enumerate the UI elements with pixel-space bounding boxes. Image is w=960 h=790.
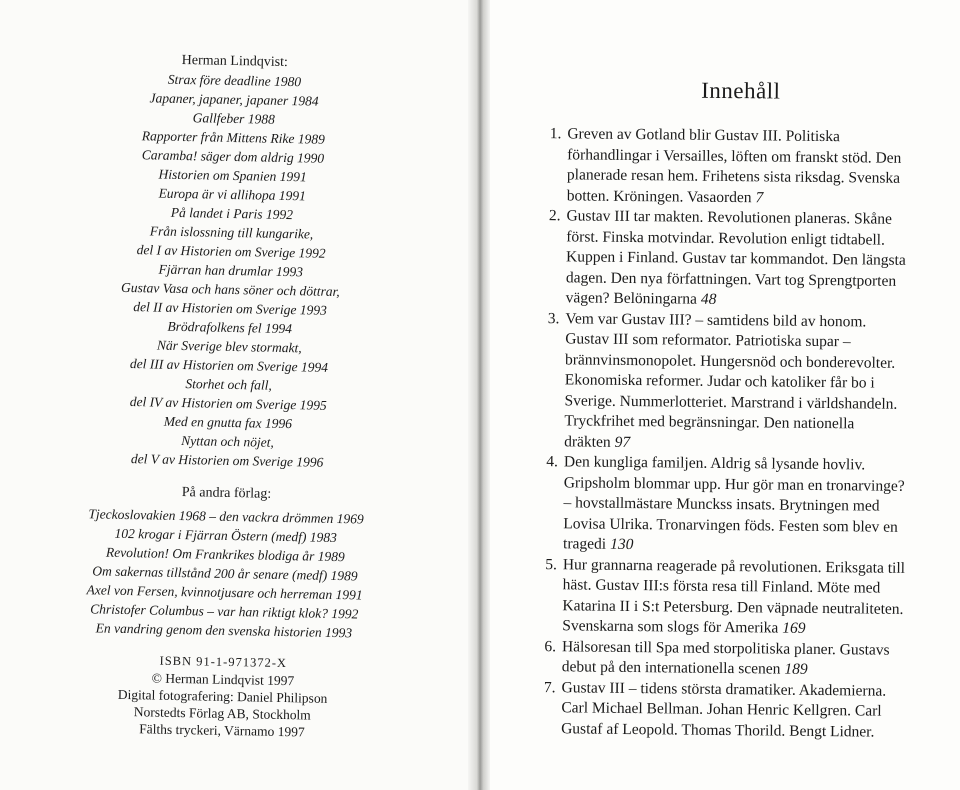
toc-entry xyxy=(531,452,912,558)
copyright: © Herman Lindqvist 1997 xyxy=(151,670,295,689)
book-title: Med en gnutta fax xyxy=(163,413,262,431)
toc-entry xyxy=(530,636,910,681)
book-title: del I av Historien om Sverige xyxy=(136,242,296,261)
book-gutter xyxy=(468,0,490,790)
toc-chapter-number: 7. xyxy=(543,678,556,696)
book-year: 1991 xyxy=(278,187,307,204)
book-title: Christofer Columbus – var han riktigt klok? xyxy=(90,601,329,621)
printer: Fälths tryckeri, Värnamo 1997 xyxy=(139,721,305,740)
toc-title: Innehåll xyxy=(701,77,781,104)
table-of-contents xyxy=(529,76,916,743)
toc-chapter-text: Hälsoresan till Spa med storpolitiska planer. Gustavs debut på den internationella scenen xyxy=(561,637,890,678)
book-title: Tjeckoslovakien 1968 – den vackra drömmen xyxy=(88,506,334,526)
book-year: 1994 xyxy=(300,359,329,375)
book-year: 1994 xyxy=(264,320,293,337)
book-year: 1996 xyxy=(264,415,293,432)
book-year: 1969 xyxy=(336,511,364,527)
book-year: 1990 xyxy=(296,150,325,166)
book-title: Caramba! säger dom aldrig xyxy=(141,147,294,166)
book-title: del IV av Historien om Sverige xyxy=(129,394,297,413)
book-title: Japaner, japaner, japaner xyxy=(149,90,289,109)
book-year: 1980 xyxy=(273,73,302,90)
photo-credit: Digital fotografering: Daniel Philipson xyxy=(117,686,328,706)
toc-chapter-text: Vem var Gustav III? – samtidens bild av honom. Gustav III som reformator. Patriotiska supar – brännvinsmonopolet. Hungersnöd och bonderevolter. Ekonomiska reformer. Judar och katoliker får bo i Sverige. Nummerlotteriet. Marstrand i världshandeln. Tryckfrihet med begränsningar. Den nationella dräkten xyxy=(564,309,898,451)
book-title: Strax före deadline xyxy=(167,71,271,89)
book-title: En vandring genom den svenska historien xyxy=(95,620,322,640)
book-title: På landet i Paris xyxy=(170,204,263,222)
book-title: Historien om Spanien xyxy=(158,166,277,184)
book-year: 1989 xyxy=(317,548,345,565)
book-year: 1988 xyxy=(247,111,275,127)
toc-chapter-text: Gustav III tar makten. Revolutionen planeras. Skåne först. Finska motvindar. Revolution enligt tidtabell. Kuppen i Finland. Gustav tar kommandot. Den längsta dagen. Den nya författningen. Vart tog Sprengtporten vägen? Belöningarna xyxy=(565,207,906,308)
toc-page-number: 48 xyxy=(700,290,717,308)
toc-chapter-number: 6. xyxy=(544,637,557,655)
toc-entry xyxy=(535,124,916,210)
book-title: Axel von Fersen, kvinnotjusare och herreman xyxy=(86,582,333,602)
book-title: Europa är vi allihopa xyxy=(158,185,276,203)
toc-entry xyxy=(532,308,913,455)
toc-page-number: 169 xyxy=(782,619,806,637)
book-title: Revolution! Om Frankrikes blodiga år xyxy=(105,544,315,564)
book-title: Nyttan och nöjet, xyxy=(181,433,274,450)
book-year: 1993 xyxy=(275,263,304,280)
book-year: 1984 xyxy=(291,93,319,109)
books-list xyxy=(62,68,400,473)
toc-chapter-number: 2. xyxy=(548,207,561,225)
imprint xyxy=(57,651,389,742)
isbn: ISBN 91-1-971372-X xyxy=(159,653,288,671)
book-year: 1996 xyxy=(296,454,324,470)
bibliography xyxy=(57,49,400,742)
toc-page-number: 97 xyxy=(614,433,631,451)
book-year: 1992 xyxy=(298,245,326,261)
toc-entry xyxy=(530,554,911,640)
book-title: Storhet och fall, xyxy=(185,376,272,393)
book-year: 1992 xyxy=(331,605,359,622)
book-title: del III av Historien om Sverige xyxy=(129,356,298,375)
book-year: 1989 xyxy=(330,567,358,584)
other-books-list xyxy=(59,504,391,643)
book-title: Rapporter från Mittens Rike xyxy=(141,128,295,147)
other-publishers-heading: På andra förlag: xyxy=(181,485,272,502)
book-title: Gustav Vasa och hans söner och döttrar, xyxy=(121,279,340,300)
book-year: 1993 xyxy=(299,302,327,318)
book-title: del V av Historien om Sverige xyxy=(130,451,294,470)
book-title: Brödrafolkens fel xyxy=(167,318,262,336)
toc-list xyxy=(529,124,915,743)
book-title: del II av Historien om Sverige xyxy=(133,299,297,318)
book-year: 1991 xyxy=(279,168,307,185)
toc-chapter-number: 1. xyxy=(549,125,562,143)
publisher: Norstedts Förlag AB, Stockholm xyxy=(133,704,311,723)
toc-chapter-text: Greven av Gotland blir Gustav III. Politiska förhandlingar i Versailles, löften om franskt stöd. Den planerade resan hem. Frihetens sista riksdag. Svenska botten. Kröningen. Vasaorden xyxy=(566,125,902,206)
toc-chapter-number: 3. xyxy=(547,309,560,327)
toc-page-number: 130 xyxy=(610,535,634,554)
book-year: 1995 xyxy=(299,397,327,413)
toc-entry xyxy=(529,677,910,742)
book-year: 1983 xyxy=(309,529,337,546)
toc-chapter-text: Den kungliga familjen. Aldrig så lysande hovliv. Gripsholm blommar upp. Hur gör man en tronarvinge? – hovstallmästare Munckss insats. Brytningen med Lovisa Ulrika. Tronarvingen föds. Festen som blev en tragedi xyxy=(563,453,905,553)
book-title: När Sverige blev stormakt, xyxy=(156,337,302,356)
toc-page-number: 7 xyxy=(755,188,764,206)
book-title: Fjärran han drumlar xyxy=(158,261,273,279)
book-title: Från islossning till kungarike, xyxy=(149,223,314,242)
toc-chapter-text: Hur grannarna reagerade på revolutionen. Eriksgata till häst. Gustav III:s första resa till Finland. Möte med Katarina II i S:t Petersburg. Den väpnade neutraliteten. Svenskarna som slogs för Amerika xyxy=(562,555,906,637)
author-heading: Herman Lindqvist: xyxy=(181,52,289,71)
book-year: 1989 xyxy=(297,131,325,147)
book-year: 1991 xyxy=(335,587,363,603)
book-year: 1993 xyxy=(324,624,353,641)
book-title: Gallfeber xyxy=(192,110,245,127)
toc-chapter-number: 4. xyxy=(546,453,559,471)
toc-entry xyxy=(534,206,915,312)
book-year: 1992 xyxy=(265,206,294,223)
toc-chapter-number: 5. xyxy=(545,555,557,573)
book-title: 102 krogar i Fjärran Östern (medf) xyxy=(114,525,307,545)
toc-chapter-text: Gustav III – tidens största dramatiker. Akademierna. Carl Michael Bellman. Johan Henric Kellgren. Carl Gustaf af Leopold. Thomas Thorild. Bengt Lidner. xyxy=(561,678,887,741)
book-title: Om sakernas tillstånd 200 år senare (medf) xyxy=(92,563,328,583)
toc-page-number: 189 xyxy=(784,660,808,678)
